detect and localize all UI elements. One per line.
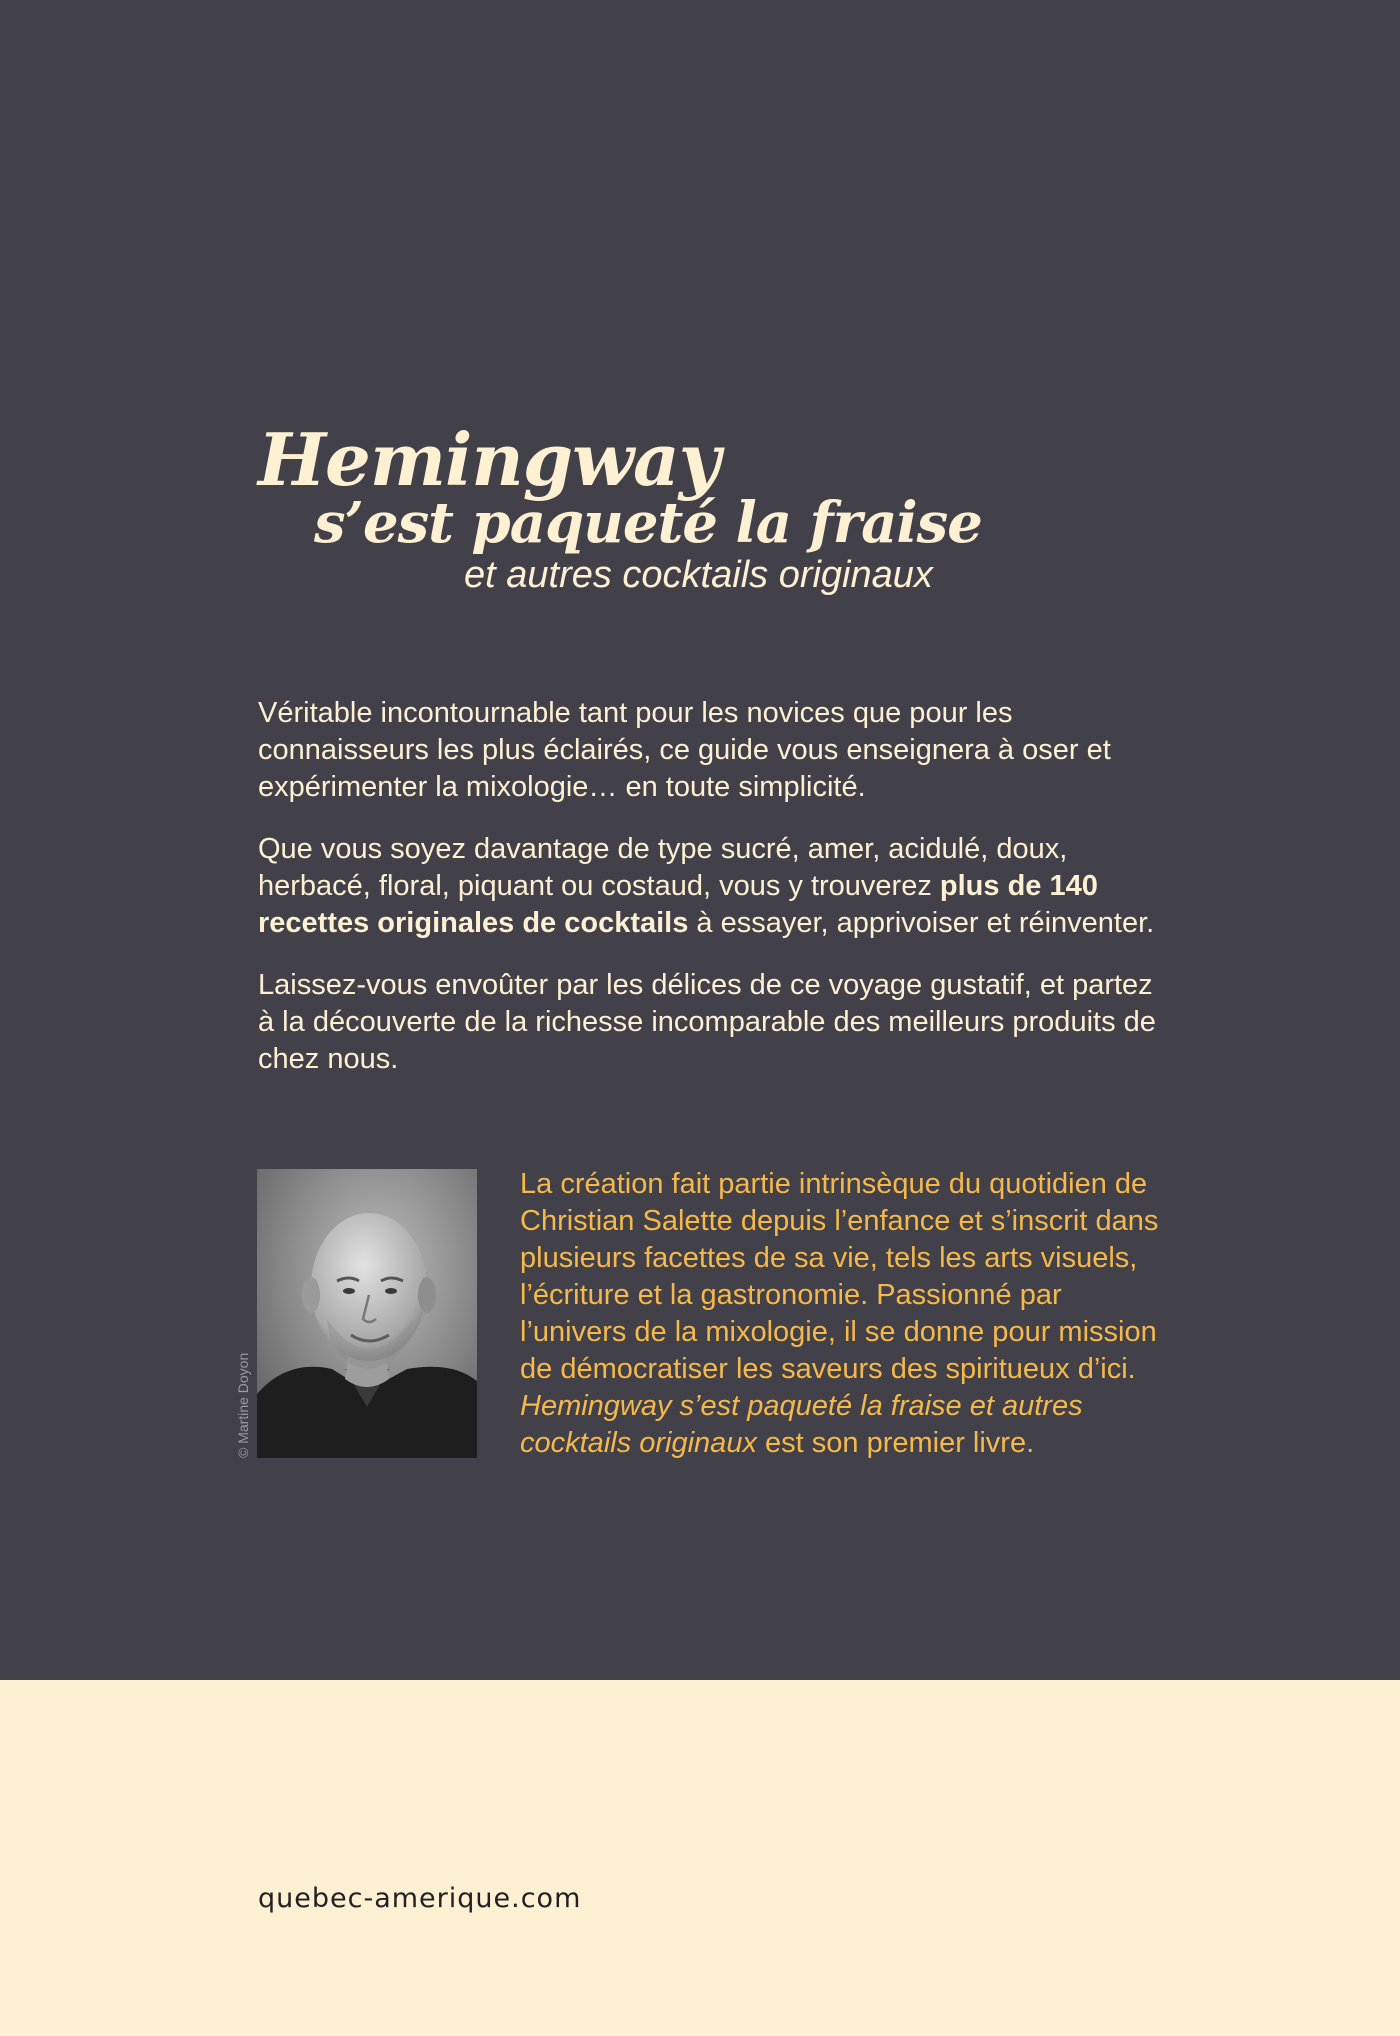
description-paragraph-1: Véritable incontournable tant pour les novices que pour les connaisseurs les plus éclairés, ce guide vous enseignera à oser et expérimenter la mixologie… en toute simplicité.: [258, 697, 1111, 803]
description-highlight: plus de 140 recettes originales de cocktails: [258, 870, 1098, 939]
description-paragraph-2-end: à essayer, apprivoiser et réinventer.: [688, 907, 1155, 939]
bio-text: La création fait partie intrinsèque du quotidien de Christian Salette depuis l’enfance et s’inscrit dans plusieurs facettes de sa vie, tels les arts visuels, l’écriture et la gastronomie. Passionné par l’univers de la mixologie, il se donne pour mission de démocratiser les saveurs des spiritueux d’ici.: [520, 1168, 1159, 1385]
cream-footer-band: [0, 1680, 1400, 2036]
photo-credit: © Martine Doyon: [235, 1352, 251, 1458]
book-title-line-1: Hemingway: [258, 417, 720, 502]
description-paragraph-2: [258, 831, 1158, 942]
book-title-line-2: s’est paqueté la fraise: [314, 490, 982, 556]
bio-text-end: est son premier livre.: [756, 1427, 1035, 1459]
book-subtitle: et autres cocktails originaux: [464, 554, 933, 596]
bio-book-title: Hemingway s’est paqueté la fraise et autres cocktails originaux: [520, 1390, 1083, 1459]
author-biography: [520, 1166, 1160, 1462]
author-photo: [257, 1169, 477, 1458]
description-paragraph-2-intro: Que vous soyez davantage de type sucré, amer, acidulé, doux, herbacé, floral, piquant ou costaud, vous y trouverez: [258, 833, 1068, 902]
book-description: [258, 695, 1158, 1103]
publisher-website: quebec-amerique.com: [258, 1883, 582, 1914]
description-paragraph-3: Laissez-vous envoûter par les délices de ce voyage gustatif, et partez à la découverte de la richesse incomparable des meilleurs produits de chez nous.: [258, 969, 1156, 1075]
author-portrait-illustration: [257, 1169, 477, 1458]
